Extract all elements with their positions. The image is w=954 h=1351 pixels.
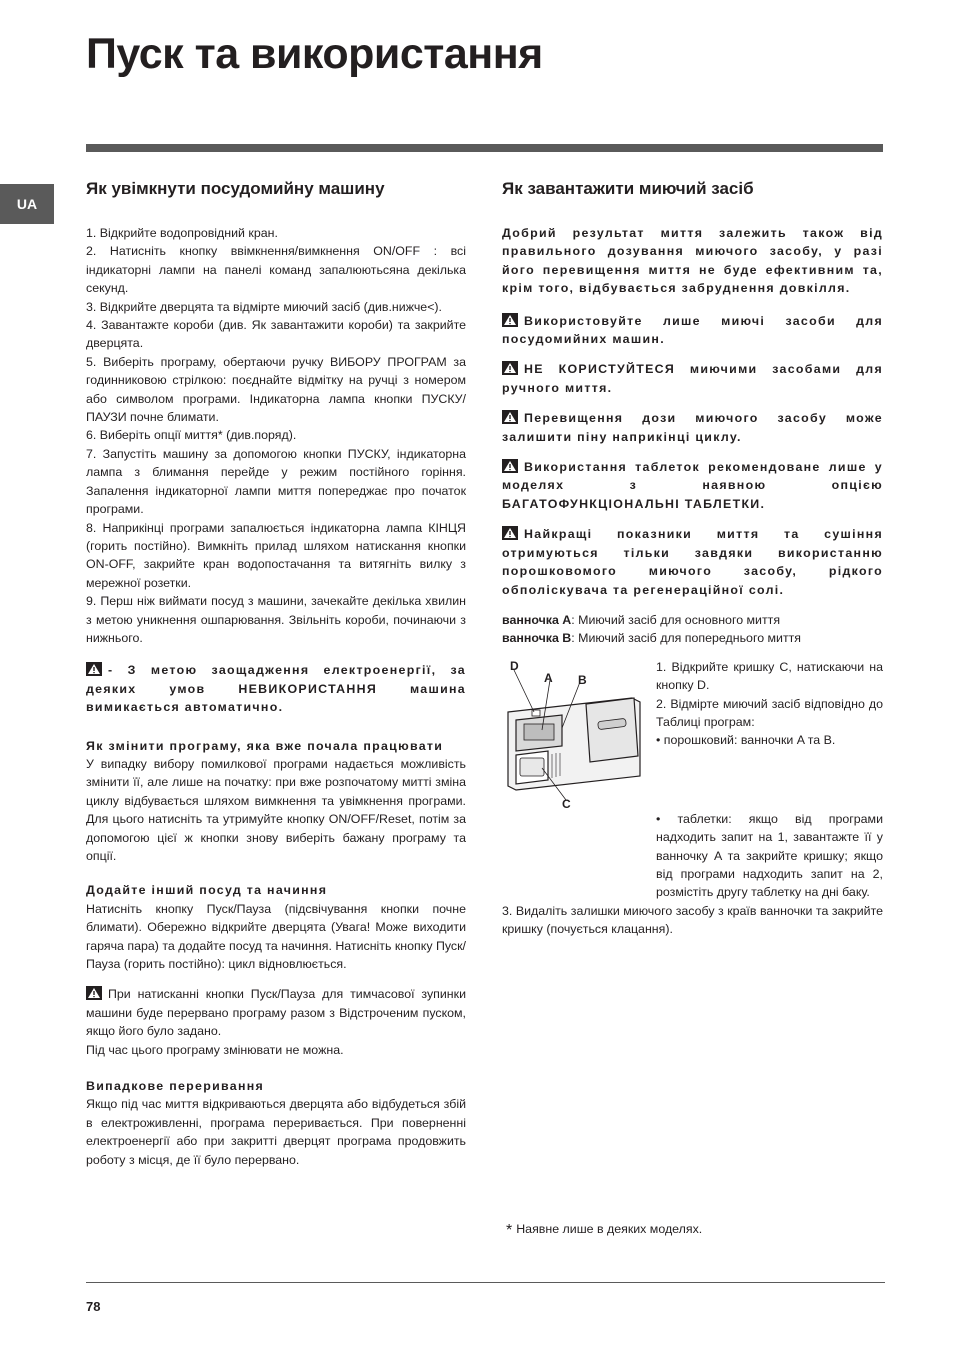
add-dishes-heading: Додайте інший посуд та начиння <box>86 883 328 898</box>
warning-icon <box>502 361 518 375</box>
step-9: 9. Перш ніж виймати посуд з машини, зачекайте декілька хвилин з метою уникнення ошпарювання. Звільніть короби, починаючи з нижнього. <box>86 594 466 645</box>
step-5: 5. Виберіть програму, обертаючи ручку ВИБОРУ ПРОГРАМ за годинниковою стрілкою: поєднайте відмітку на ручці з номером або символом програми. Індикаторна лампа кнопки ПУСКУ/ПАУЗИ почне блимати. <box>86 354 466 425</box>
warning-icon <box>86 986 102 1000</box>
pause-note: Під час цього програму змінювати не можна. <box>86 1042 344 1057</box>
step-4: 4. Завантажте короби (див. Як завантажити короби) та закрийте дверцята. <box>86 318 466 351</box>
step-3: 3. Відкрийте дверцята та відмірте миючий засіб (див.нижче<). <box>86 299 442 314</box>
tray-a-line: ванночка A: Миючий засіб для основного миття <box>502 612 781 627</box>
instruction-2: 2. Відмірте миючий засіб відповідно до Таблиці програм: <box>656 696 883 729</box>
detergent-heading: Як завантажити миючий засіб <box>502 179 754 198</box>
step-8: 8. Наприкінці програми запалюється індикаторна лампа КІНЦЯ (горить постійно). Вимкніть прилад шляхом натискання кнопки ON-OFF, закрийте кран водопостачання та витягніть вилку з мережної розетки. <box>86 520 466 590</box>
warning-icon <box>502 526 518 540</box>
switch-on-heading: Як увімкнути посудомийну машину <box>86 179 385 198</box>
left-column <box>86 178 466 1169</box>
warning-icon <box>502 459 518 473</box>
interruption-text: Якщо під час миття відкриваються дверцята або відбудеться збій в електроживленні, програма переривається. При поверненні електроенергії або при закритті дверцят програма продовжить роботу з місця, де її було перервано. <box>86 1097 466 1167</box>
step-6: 6. Виберіть опції миття* (див.поряд). <box>86 428 297 443</box>
detergent-intro: Добрий результат миття залежить також від правильного дозування миючого засобу, у разі його перевищення миття не буде ефективним та, крім того, відбувається забруднення довкілля. <box>502 226 883 296</box>
instruction-3: • порошковий: ванночки A та B. <box>656 733 836 748</box>
right-column <box>502 178 883 939</box>
step-2: 2. Натисніть кнопку ввімкнення/вимкнення ON/OFF : всі індикаторні лампи на панелі команд запалюютьсяна декілька секунд. <box>86 244 466 296</box>
instruction-5: 3. Видаліть залишки миючого засобу з країв ванночки та закрийте кришку (почується клацання). <box>502 903 883 937</box>
footer-rule <box>86 1282 885 1283</box>
instruction-1: 1. Відкрийте кришку C, натискаючи на кнопку D. <box>656 659 883 693</box>
interruption-heading: Випадкове переривання <box>86 1079 265 1094</box>
asterisk-icon: * <box>506 1222 513 1239</box>
page-number: 78 <box>86 1299 101 1314</box>
detergent-warning-2: НЕ КОРИСТУЙТЕСЯ миючими засобами для ручного миття. <box>502 362 883 395</box>
label-c: C <box>562 796 571 808</box>
detergent-warning-3: Перевищення дози миючого засобу може залишити піну наприкінці циклу. <box>502 411 883 444</box>
page-title: Пуск та використання <box>86 30 543 78</box>
footnote: * Наявне лише в деяких моделях. <box>506 1222 703 1239</box>
instruction-4: • таблетки: якщо від програми надходить запит на 1, завантажте її у ванночку A та закрийте кришку; якщо від програми надходить запит на 2, розмістіть другу таблетку на дні баку. <box>656 811 883 900</box>
step-7: 7. Запустіть машину за допомогою кнопки ПУСКУ, індикаторна лампа з блимання перейде у режим постійного горіння. Запалення індикаторної лампи миття попереджає про початок програми. <box>86 446 466 517</box>
dispenser-section <box>502 658 883 834</box>
title-rule <box>86 144 883 152</box>
detergent-warning-5: Найкращі показники миття та сушіння отримуються тільки завдяки використанню порошковомого миючого засобу, рідкого обполіскувача та регенераційної солі. <box>502 527 883 597</box>
pause-warning: При натисканні кнопки Пуск/Пауза для тимчасової зупинки машини буде перервано програму разом з Відстроченим пуском, якщо його було задано. <box>86 987 466 1039</box>
detergent-warning-1: Використовуйте лише миючі засоби для посудомийних машин. <box>502 313 883 347</box>
add-dishes-text: Натисніть кнопку Пуск/Пауза (підсвічування кнопки почне блимати). Обережно відкрийте дверцята (Увага! Може виходити гаряча пара) та додайте посуд та начиння. Натисніть кнопку Пуск/Пауза (горить постійно): цикл відновлюється. <box>86 901 466 972</box>
change-program-heading: Як змінити програму, яка вже почала працювати <box>86 738 444 753</box>
warning-icon <box>86 662 102 676</box>
label-b: B <box>578 672 587 687</box>
warning-icon <box>502 313 518 327</box>
step-1: 1. Відкрийте водопровідний кран. <box>86 226 278 240</box>
detergent-warning-4: Використання таблеток рекомендоване лише у моделях з наявною опцією БАГАТОФУНКЦІОНАЛЬНІ ТАБЛЕТКИ. <box>502 460 883 511</box>
change-program-text: У випадку вибору помилкової програми надається можливість змінити її, але лише на початку: при вже розпочатому митті зміна циклу відбувається шляхом вимкнення та увімкнення програми. Для цього натисніть та утримуйте кнопку ON/OFF/Reset, потім за допомогою цієї ж кнопки знову виберіть бажану програму та опції. <box>86 756 466 863</box>
language-tab: UA <box>0 184 54 224</box>
dispenser-instructions <box>656 658 883 750</box>
warning-icon <box>502 410 518 424</box>
detergent-dispenser-illustration <box>502 658 648 808</box>
label-d: D <box>510 658 519 673</box>
label-a: A <box>544 670 553 685</box>
energy-warning: - З метою заощадження електроенергії, за деяких умов НЕВИКОРИСТАННЯ машина вимикається автоматично. <box>86 663 466 715</box>
tray-b-line: ванночка B: Миючий засіб для попереднього миття <box>502 631 802 646</box>
